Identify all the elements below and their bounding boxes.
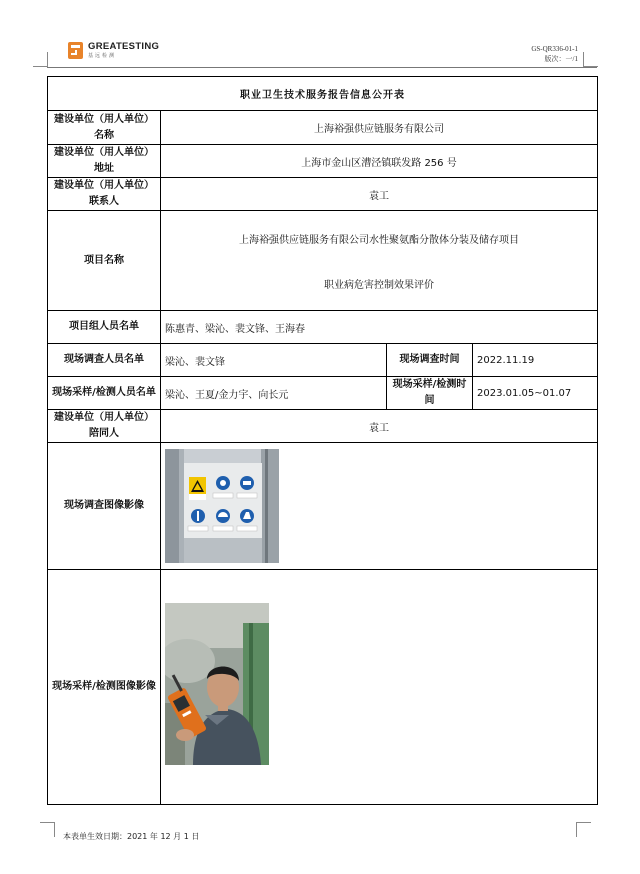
survey-images-cell <box>161 443 598 570</box>
table-row <box>48 570 598 805</box>
crop-mark-top-left <box>33 52 48 67</box>
table-row <box>48 443 598 570</box>
sampling-images-label: 现场采样/检测图像影像 <box>48 570 161 805</box>
unit-address-value: 上海市金山区漕泾镇联发路 256 号 <box>161 145 598 178</box>
table-row <box>48 211 598 311</box>
project-name-value <box>161 211 598 311</box>
contact-label: 建设单位（用人单位）联系人 <box>48 178 161 211</box>
document-code-block <box>531 44 578 64</box>
unit-address-label: 建设单位（用人单位）地址 <box>48 145 161 178</box>
unit-name-label: 建设单位（用人单位）名称 <box>48 111 161 145</box>
table-title: 职业卫生技术服务报告信息公开表 <box>48 77 598 111</box>
document-code: GS-QR336-01-1 <box>531 45 578 53</box>
survey-staff-label: 现场调查人员名单 <box>48 344 161 377</box>
sampling-time-label: 现场采样/检测时间 <box>387 377 473 410</box>
team-value: 陈惠青、梁沁、裴文锋、王海春 <box>161 311 598 344</box>
header-divider <box>47 67 597 68</box>
sampling-images-cell <box>161 570 598 805</box>
crop-mark-bottom-left <box>40 822 55 837</box>
companion-label: 建设单位（用人单位）陪同人 <box>48 410 161 443</box>
project-name-label: 项目名称 <box>48 211 161 311</box>
contact-value: 袁工 <box>161 178 598 211</box>
sampling-staff-value: 梁沁、王夏/金力宇、向长元 <box>161 377 387 410</box>
sampling-time-value: 2023.01.05~01.07 <box>473 377 598 410</box>
unit-name-value: 上海裕强供应链服务有限公司 <box>161 111 598 145</box>
info-disclosure-table <box>47 76 598 805</box>
table-row <box>48 344 598 377</box>
document-version: 版次：一/1 <box>544 55 578 63</box>
survey-time-label: 现场调查时间 <box>387 344 473 377</box>
project-name-line2: 职业病危害控制效果评价 <box>324 279 434 291</box>
survey-time-value: 2022.11.19 <box>473 344 598 377</box>
noise-meter-measurement-photo <box>165 603 269 765</box>
logo-name-cn: 基远检测 <box>88 52 117 59</box>
table-row <box>48 311 598 344</box>
logo-icon <box>68 42 83 59</box>
table-row <box>48 145 598 178</box>
survey-staff-value: 梁沁、裴文锋 <box>161 344 387 377</box>
table-row <box>48 111 598 145</box>
table-row <box>48 377 598 410</box>
table-row <box>48 178 598 211</box>
team-label: 项目组人员名单 <box>48 311 161 344</box>
safety-signs-photo <box>165 449 279 563</box>
logo-name-en: GREATESTING <box>88 41 160 53</box>
survey-images-label: 现场调查图像影像 <box>48 443 161 570</box>
crop-mark-top-right <box>583 52 598 67</box>
sampling-staff-label: 现场采样/检测人员名单 <box>48 377 161 410</box>
crop-mark-bottom-right <box>576 822 591 837</box>
effective-date: 本表单生效日期：2021 年 12 月 1 日 <box>63 832 200 841</box>
project-name-line1: 上海裕强供应链服务有限公司水性聚氨酯分散体分装及储存项目 <box>239 234 519 246</box>
table-title-row <box>48 77 598 111</box>
companion-value: 袁工 <box>161 410 598 443</box>
table-row <box>48 410 598 443</box>
company-logo <box>68 42 159 59</box>
